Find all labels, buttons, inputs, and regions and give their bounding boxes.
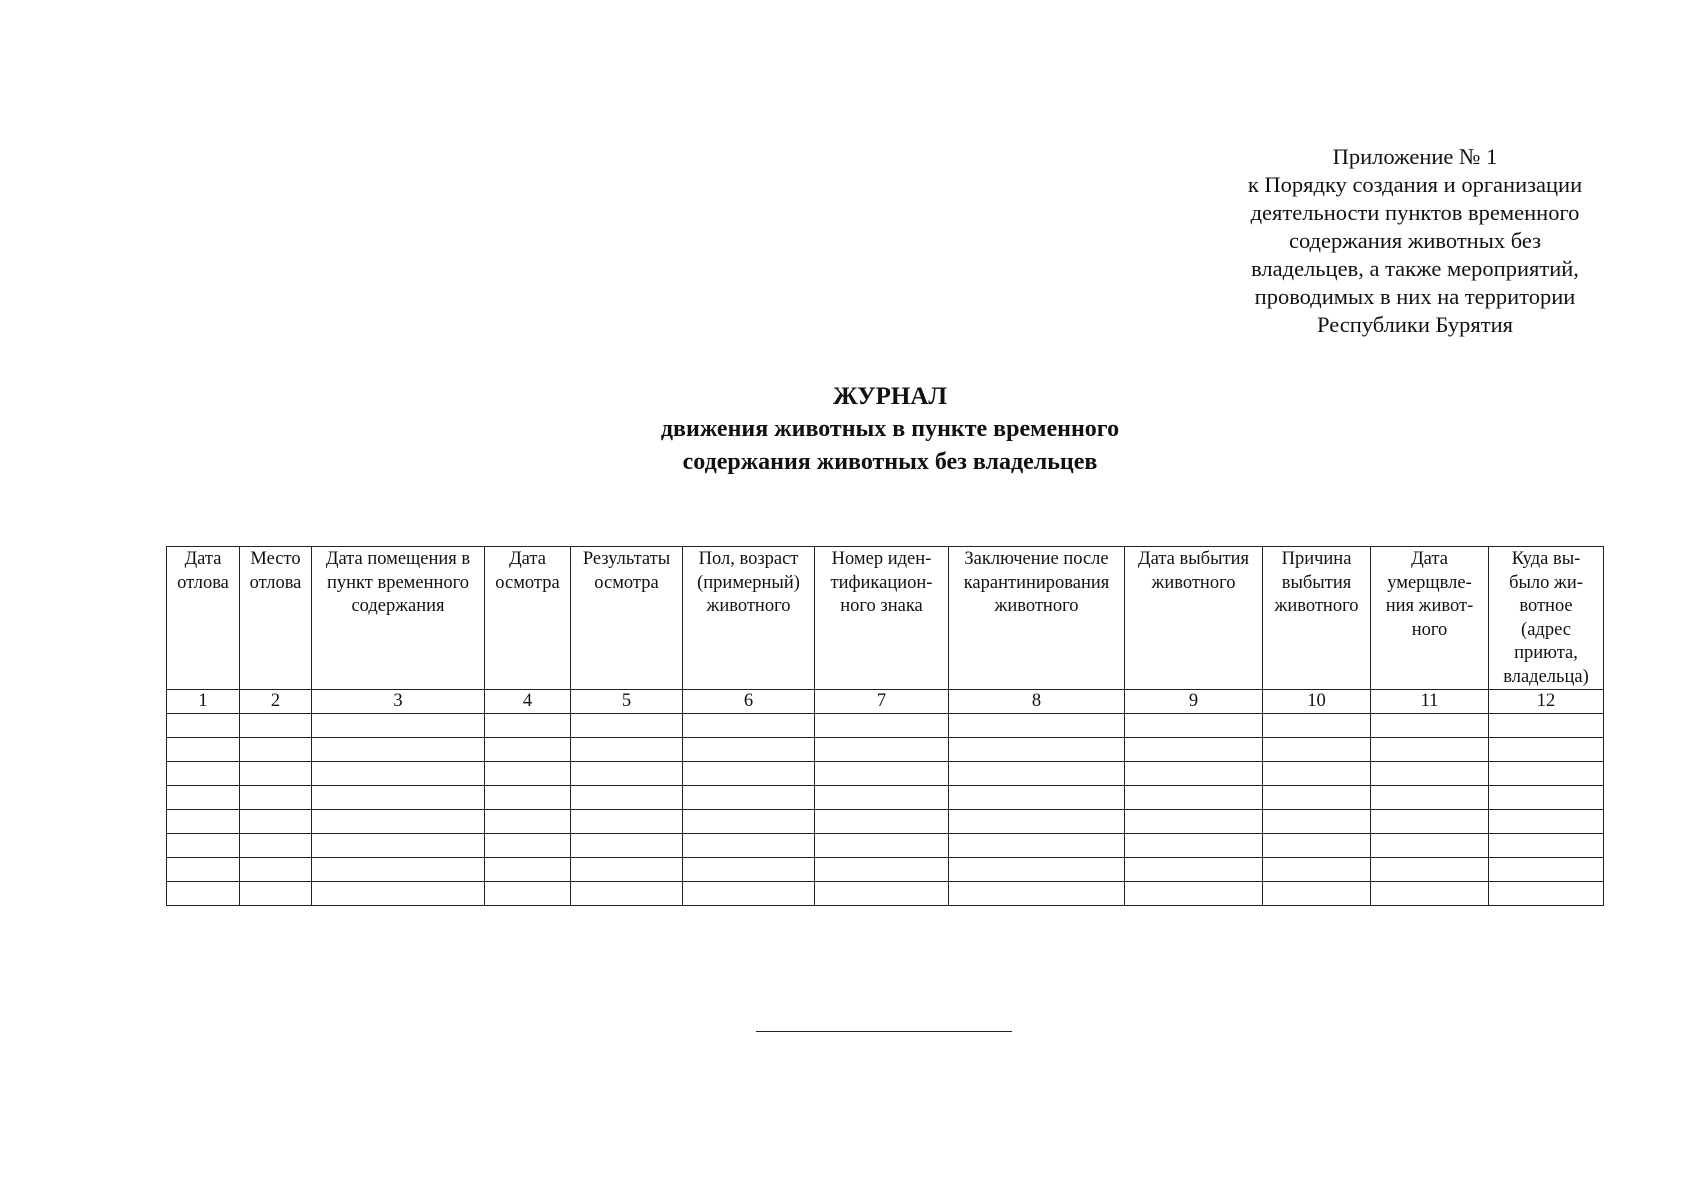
header-text: животного	[1274, 596, 1359, 616]
table-cell[interactable]	[1125, 882, 1263, 906]
table-cell[interactable]	[240, 762, 312, 786]
table-cell[interactable]	[1371, 810, 1489, 834]
table-cell[interactable]	[485, 834, 571, 858]
title-sub-line: содержания животных без владельцев	[682, 449, 1098, 475]
table-cell[interactable]	[1263, 858, 1371, 882]
table-cell[interactable]	[240, 786, 312, 810]
table-row	[167, 738, 1604, 762]
header-text: Дата	[184, 549, 222, 569]
table-cell[interactable]	[683, 762, 815, 786]
header-text: владельца)	[1503, 666, 1589, 687]
table-cell[interactable]	[312, 858, 485, 882]
table-cell[interactable]	[1125, 738, 1263, 762]
appendix-line: владельцев, а также мероприятий,	[1251, 256, 1579, 281]
table-cell[interactable]	[1263, 738, 1371, 762]
column-number: 9	[1125, 690, 1263, 714]
header-cell	[240, 547, 312, 690]
table-cell[interactable]	[815, 786, 949, 810]
table-cell[interactable]	[485, 882, 571, 906]
table-cell[interactable]	[1263, 810, 1371, 834]
column-number: 3	[312, 690, 485, 714]
title-main: ЖУРНАЛ	[832, 383, 948, 410]
header-text: (адрес	[1521, 619, 1571, 640]
header-text: осмотра	[594, 572, 659, 593]
table-cell[interactable]	[683, 810, 815, 834]
header-text: ного	[1411, 619, 1448, 640]
table-cell[interactable]	[815, 714, 949, 738]
table-cell[interactable]	[1125, 834, 1263, 858]
table-cell[interactable]	[167, 882, 240, 906]
header-text: Номер иден-	[831, 549, 932, 569]
header-text: Причина	[1281, 549, 1352, 569]
appendix-line: проводимых в них на территории	[1254, 284, 1576, 309]
header-text: животного	[1151, 572, 1236, 593]
column-number: 12	[1489, 690, 1604, 714]
column-number: 1	[167, 690, 240, 714]
table-cell[interactable]	[949, 762, 1125, 786]
table-cell[interactable]	[1489, 738, 1604, 762]
header-cell	[1125, 547, 1263, 690]
table-cell[interactable]	[1263, 882, 1371, 906]
table-cell[interactable]	[815, 858, 949, 882]
table-row	[167, 810, 1604, 834]
table-cell[interactable]	[683, 858, 815, 882]
table-cell[interactable]	[485, 762, 571, 786]
table-cell[interactable]	[1371, 786, 1489, 810]
header-text: тификацион-	[830, 572, 933, 593]
table-cell[interactable]	[1371, 738, 1489, 762]
table-row	[167, 714, 1604, 738]
header-cell	[1263, 547, 1371, 690]
column-number-row	[167, 690, 1604, 714]
column-number: 10	[1263, 690, 1371, 714]
header-cell	[1371, 547, 1489, 690]
table-cell[interactable]	[571, 738, 683, 762]
header-text: Пол, возраст	[698, 549, 799, 569]
table-cell[interactable]	[1125, 858, 1263, 882]
header-text: ния живот-	[1385, 596, 1474, 616]
header-text: отлова	[249, 572, 302, 593]
appendix-line: Республики Бурятия	[1317, 312, 1513, 337]
header-cell	[312, 547, 485, 690]
table-cell[interactable]	[312, 786, 485, 810]
column-number: 11	[1371, 690, 1489, 714]
table-cell[interactable]	[949, 858, 1125, 882]
table-cell[interactable]	[240, 738, 312, 762]
table-cell[interactable]	[1489, 810, 1604, 834]
header-cell	[949, 547, 1125, 690]
header-text: Дата помещения в	[325, 549, 471, 569]
table-cell[interactable]	[683, 786, 815, 810]
column-number: 5	[571, 690, 683, 714]
table-cell[interactable]	[240, 714, 312, 738]
table-row	[167, 882, 1604, 906]
table-cell[interactable]	[312, 882, 485, 906]
table-cell[interactable]	[167, 858, 240, 882]
table-cell[interactable]	[1263, 834, 1371, 858]
column-number: 6	[683, 690, 815, 714]
table-cell[interactable]	[1263, 762, 1371, 786]
appendix-line: Приложение № 1	[1332, 144, 1498, 169]
header-text: животного	[994, 596, 1079, 616]
table-cell[interactable]	[1125, 762, 1263, 786]
header-text: Заключение после	[964, 549, 1109, 569]
header-text: осмотра	[495, 572, 560, 593]
table-cell[interactable]	[167, 714, 240, 738]
header-cell	[167, 547, 240, 690]
header-text: Место	[250, 549, 301, 569]
header-cell	[485, 547, 571, 690]
header-text: отлова	[177, 572, 229, 593]
table-cell[interactable]	[571, 762, 683, 786]
title-sub-line: движения животных в пункте временного	[660, 416, 1120, 442]
table-row	[167, 762, 1604, 786]
table-cell[interactable]	[1125, 786, 1263, 810]
table-cell[interactable]	[683, 738, 815, 762]
table-cell[interactable]	[1263, 714, 1371, 738]
table-cell[interactable]	[1125, 714, 1263, 738]
header-cell	[683, 547, 815, 690]
header-text: приюта,	[1514, 643, 1578, 663]
table-cell[interactable]	[1371, 858, 1489, 882]
header-text: ного знака	[840, 596, 923, 616]
table-cell[interactable]	[949, 882, 1125, 906]
table-cell[interactable]	[571, 882, 683, 906]
table-cell[interactable]	[815, 738, 949, 762]
header-text: карантинирования	[963, 572, 1110, 593]
table-row	[167, 834, 1604, 858]
table-cell[interactable]	[1489, 882, 1604, 906]
table-cell[interactable]	[485, 714, 571, 738]
header-text: было жи-	[1509, 572, 1583, 593]
table-cell[interactable]	[1125, 810, 1263, 834]
table-cell[interactable]	[485, 786, 571, 810]
table-cell[interactable]	[240, 882, 312, 906]
header-text: вотное	[1519, 596, 1573, 616]
table-cell[interactable]	[571, 810, 683, 834]
table-cell[interactable]	[240, 858, 312, 882]
table-cell[interactable]	[312, 738, 485, 762]
table-cell[interactable]	[167, 762, 240, 786]
journal-table	[166, 546, 1604, 906]
header-text: пункт временного	[326, 572, 470, 593]
column-number: 7	[815, 690, 949, 714]
table-cell[interactable]	[815, 882, 949, 906]
header-text: Дата выбытия	[1138, 549, 1249, 569]
table-cell[interactable]	[571, 858, 683, 882]
header-text: Дата	[1411, 549, 1448, 569]
table-cell[interactable]	[815, 762, 949, 786]
table-cell[interactable]	[1371, 714, 1489, 738]
table-cell[interactable]	[167, 738, 240, 762]
header-text: Куда вы-	[1511, 549, 1581, 569]
header-cell	[815, 547, 949, 690]
table-cell[interactable]	[240, 834, 312, 858]
table-cell[interactable]	[949, 810, 1125, 834]
header-text: животного	[706, 596, 791, 616]
table-cell[interactable]	[683, 834, 815, 858]
table-cell[interactable]	[571, 834, 683, 858]
table-cell[interactable]	[1489, 834, 1604, 858]
column-number: 8	[949, 690, 1125, 714]
header-row	[167, 547, 1604, 690]
table-cell[interactable]	[571, 786, 683, 810]
appendix-line: к Порядку создания и организации	[1247, 172, 1583, 197]
table-cell[interactable]	[949, 834, 1125, 858]
table-cell[interactable]	[1371, 882, 1489, 906]
table-cell[interactable]	[485, 738, 571, 762]
table-cell[interactable]	[683, 714, 815, 738]
table-cell[interactable]	[312, 762, 485, 786]
table-cell[interactable]	[815, 810, 949, 834]
header-text: содержания	[351, 596, 445, 616]
table-cell[interactable]	[167, 834, 240, 858]
header-cell	[1489, 547, 1604, 690]
column-number: 2	[240, 690, 312, 714]
table-cell[interactable]	[1489, 714, 1604, 738]
table-cell[interactable]	[312, 810, 485, 834]
table-cell[interactable]	[312, 714, 485, 738]
header-text: выбытия	[1281, 572, 1352, 593]
table-cell[interactable]	[1371, 762, 1489, 786]
table-cell[interactable]	[485, 858, 571, 882]
table-cell[interactable]	[1489, 858, 1604, 882]
header-text: Результаты	[582, 549, 671, 569]
header-text: Дата	[509, 549, 546, 569]
table-cell[interactable]	[312, 834, 485, 858]
table-cell[interactable]	[1371, 834, 1489, 858]
table-cell[interactable]	[949, 738, 1125, 762]
table-cell[interactable]	[167, 810, 240, 834]
header-text: умерщвле-	[1387, 572, 1472, 593]
table-cell[interactable]	[1489, 786, 1604, 810]
table-cell[interactable]	[167, 786, 240, 810]
appendix-line: деятельности пунктов временного	[1250, 200, 1580, 225]
document-title	[400, 380, 1380, 479]
header-cell	[571, 547, 683, 690]
header-text: (примерный)	[697, 572, 800, 593]
column-number: 4	[485, 690, 571, 714]
table-cell[interactable]	[485, 810, 571, 834]
table-cell[interactable]	[949, 786, 1125, 810]
table-cell[interactable]	[1489, 762, 1604, 786]
table-cell[interactable]	[683, 882, 815, 906]
appendix-line: содержания животных без	[1288, 228, 1542, 253]
signature-line	[756, 1031, 1012, 1032]
table-row	[167, 858, 1604, 882]
table-cell[interactable]	[571, 714, 683, 738]
table-row	[167, 786, 1604, 810]
table-cell[interactable]	[815, 834, 949, 858]
table-cell[interactable]	[949, 714, 1125, 738]
appendix-note	[1195, 143, 1635, 339]
table-cell[interactable]	[1263, 786, 1371, 810]
table-cell[interactable]	[240, 810, 312, 834]
